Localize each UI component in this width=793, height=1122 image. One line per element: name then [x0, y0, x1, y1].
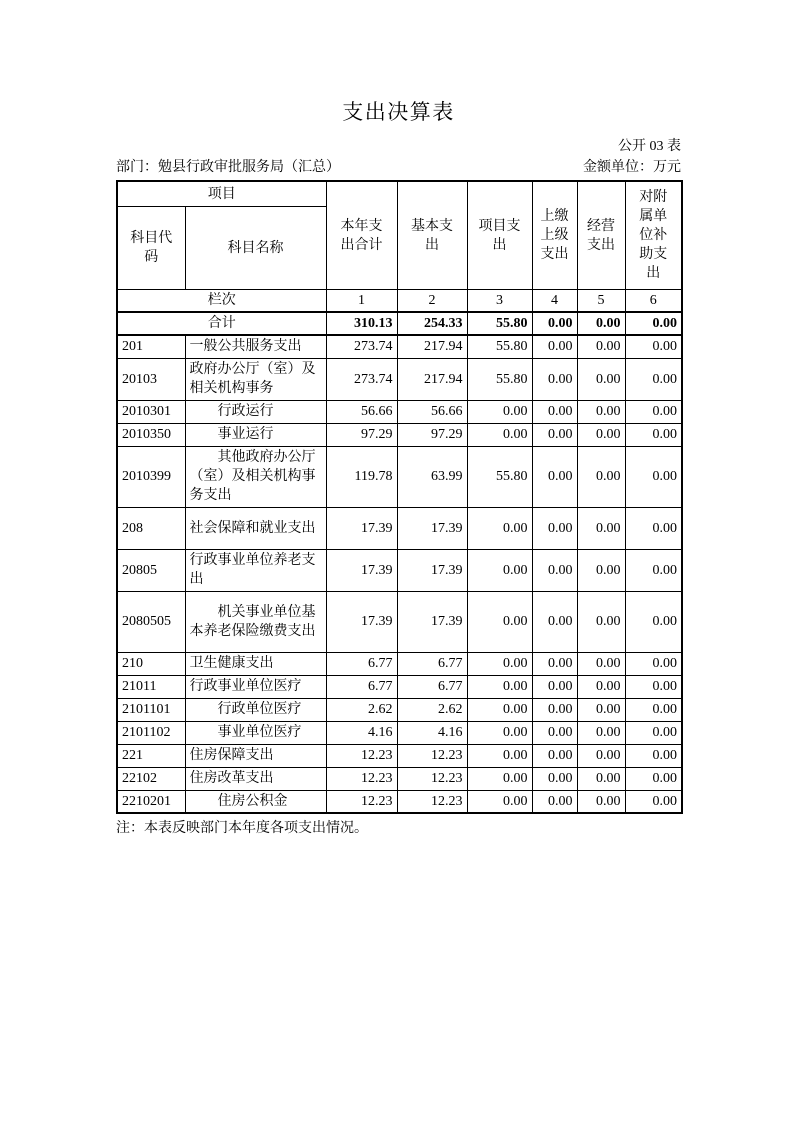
- subject-name-header-cell: 科目名称: [185, 207, 326, 290]
- subject-name-cell: 行政事业单位养老支出: [185, 549, 326, 591]
- value-cell: 6.77: [397, 652, 467, 675]
- subject-code-cell: 2101101: [117, 698, 185, 721]
- total-row: [117, 312, 682, 335]
- value-cell: 97.29: [397, 423, 467, 446]
- lanci-label-cell: 栏次: [117, 290, 326, 313]
- subject-code-cell: 201: [117, 335, 185, 358]
- value-cell: 17.39: [397, 549, 467, 591]
- value-cell: 0.00: [467, 698, 532, 721]
- value-cell: 0.00: [625, 652, 682, 675]
- value-column-header-label: 项目支出: [478, 218, 521, 253]
- value-cell: 0.00: [577, 335, 625, 358]
- value-cell: 0.00: [577, 767, 625, 790]
- value-cell: 0.00: [532, 721, 577, 744]
- value-cell: 273.74: [326, 335, 397, 358]
- value-cell: 0.00: [625, 335, 682, 358]
- value-cell: 0.00: [625, 721, 682, 744]
- value-column-header-label: 上缴上级支出: [540, 209, 569, 262]
- value-cell: 0.00: [532, 744, 577, 767]
- total-value-cell: 310.13: [326, 312, 397, 335]
- value-column-header-label: 本年支出合计: [340, 218, 383, 253]
- subject-code-cell: 21011: [117, 675, 185, 698]
- value-cell: 0.00: [532, 591, 577, 652]
- value-cell: 0.00: [577, 591, 625, 652]
- project-header-cell: 项目: [117, 181, 326, 207]
- subject-code-header-cell: 科目代码: [117, 207, 185, 290]
- subject-code-cell: 210: [117, 652, 185, 675]
- value-cell: 0.00: [625, 744, 682, 767]
- value-cell: 0.00: [532, 652, 577, 675]
- subject-name-cell: 一般公共服务支出: [185, 335, 326, 358]
- subject-name-cell: 住房改革支出: [185, 767, 326, 790]
- value-cell: 0.00: [577, 652, 625, 675]
- column-index-row: [117, 290, 682, 313]
- value-cell: 17.39: [397, 507, 467, 549]
- page-title: 支出决算表: [342, 100, 455, 124]
- value-cell: 2.62: [326, 698, 397, 721]
- table-row: [117, 446, 682, 507]
- column-number-cell: 4: [532, 290, 577, 313]
- value-cell: 12.23: [326, 767, 397, 790]
- value-cell: 17.39: [326, 591, 397, 652]
- value-cell: 56.66: [397, 400, 467, 423]
- value-cell: 12.23: [397, 744, 467, 767]
- column-number-cell: 1: [326, 290, 397, 313]
- value-cell: 0.00: [577, 400, 625, 423]
- subject-name-cell: 住房保障支出: [185, 744, 326, 767]
- value-cell: 6.77: [326, 675, 397, 698]
- value-cell: 0.00: [577, 698, 625, 721]
- table-row: [117, 675, 682, 698]
- meta-row: [116, 158, 681, 177]
- total-value-cell: 0.00: [625, 312, 682, 335]
- value-cell: 0.00: [625, 423, 682, 446]
- value-cell: 12.23: [326, 790, 397, 813]
- subject-name-cell: 机关事业单位基本养老保险缴费支出: [185, 591, 326, 652]
- value-cell: 0.00: [577, 675, 625, 698]
- table-row: [117, 721, 682, 744]
- subject-name-cell: 住房公积金: [185, 790, 326, 813]
- value-column-header-label: 对附属单位补助支出: [639, 190, 668, 281]
- value-column-header-label: 基本支出: [411, 218, 453, 253]
- subject-code-cell: 221: [117, 744, 185, 767]
- value-column-header-cell: [326, 181, 397, 290]
- table-row: [117, 591, 682, 652]
- value-cell: 55.80: [467, 446, 532, 507]
- value-cell: 0.00: [467, 400, 532, 423]
- value-cell: 17.39: [326, 507, 397, 549]
- subject-code-cell: 2010301: [117, 400, 185, 423]
- value-cell: 63.99: [397, 446, 467, 507]
- value-cell: 0.00: [625, 358, 682, 400]
- value-cell: 0.00: [625, 698, 682, 721]
- value-cell: 0.00: [532, 400, 577, 423]
- value-cell: 0.00: [532, 446, 577, 507]
- value-column-header-label: 经营支出: [587, 218, 615, 253]
- subject-code-cell: 2210201: [117, 790, 185, 813]
- subject-name-cell: 社会保障和就业支出: [185, 507, 326, 549]
- subject-code-cell: 20103: [117, 358, 185, 400]
- value-column-header-cell: [577, 181, 625, 290]
- value-cell: 17.39: [326, 549, 397, 591]
- value-cell: 0.00: [467, 423, 532, 446]
- table-row: [117, 652, 682, 675]
- subject-code-cell: 208: [117, 507, 185, 549]
- header-row-project: [117, 181, 682, 207]
- table-row: [117, 507, 682, 549]
- subject-name-cell: 政府办公厅（室）及相关机构事务: [185, 358, 326, 400]
- table-row: [117, 400, 682, 423]
- value-cell: 55.80: [467, 358, 532, 400]
- subject-code-cell: 20805: [117, 549, 185, 591]
- column-number-cell: 6: [625, 290, 682, 313]
- value-cell: 0.00: [467, 744, 532, 767]
- subject-name-cell: 事业单位医疗: [185, 721, 326, 744]
- value-cell: 0.00: [532, 358, 577, 400]
- value-cell: 0.00: [577, 721, 625, 744]
- value-cell: 97.29: [326, 423, 397, 446]
- subject-name-cell: 事业运行: [185, 423, 326, 446]
- amount-unit-label: 金额单位：万元: [583, 160, 681, 175]
- value-cell: 0.00: [467, 652, 532, 675]
- value-column-header-cell: [532, 181, 577, 290]
- value-cell: 0.00: [625, 549, 682, 591]
- value-column-header-cell: [397, 181, 467, 290]
- value-cell: 56.66: [326, 400, 397, 423]
- column-number-cell: 5: [577, 290, 625, 313]
- subject-name-cell: 行政单位医疗: [185, 698, 326, 721]
- value-cell: 0.00: [532, 549, 577, 591]
- table-row: [117, 335, 682, 358]
- value-cell: 0.00: [532, 675, 577, 698]
- value-cell: 0.00: [532, 767, 577, 790]
- value-cell: 4.16: [326, 721, 397, 744]
- value-cell: 0.00: [577, 423, 625, 446]
- value-cell: 0.00: [532, 423, 577, 446]
- subject-name-cell: 卫生健康支出: [185, 652, 326, 675]
- footnote: 注：本表反映部门本年度各项支出情况。: [116, 821, 368, 836]
- value-cell: 6.77: [326, 652, 397, 675]
- value-cell: 0.00: [467, 767, 532, 790]
- value-cell: 12.23: [326, 744, 397, 767]
- value-cell: 12.23: [397, 790, 467, 813]
- total-value-cell: 55.80: [467, 312, 532, 335]
- value-cell: 0.00: [467, 507, 532, 549]
- subject-name-cell: 其他政府办公厅（室）及相关机构事务支出: [185, 446, 326, 507]
- value-cell: 273.74: [326, 358, 397, 400]
- subject-code-cell: 2080505: [117, 591, 185, 652]
- expenditure-table: [116, 180, 683, 814]
- value-column-header-cell: [467, 181, 532, 290]
- value-cell: 0.00: [625, 400, 682, 423]
- value-cell: 4.16: [397, 721, 467, 744]
- value-cell: 0.00: [577, 358, 625, 400]
- table-row: [117, 423, 682, 446]
- value-cell: 0.00: [625, 591, 682, 652]
- value-cell: 0.00: [625, 790, 682, 813]
- value-cell: 0.00: [625, 675, 682, 698]
- table-row: [117, 698, 682, 721]
- value-cell: 0.00: [625, 507, 682, 549]
- value-cell: 119.78: [326, 446, 397, 507]
- table-row: [117, 767, 682, 790]
- total-label-cell: 合计: [117, 312, 326, 335]
- table-code-label: 公开 03 表: [618, 139, 681, 154]
- total-value-cell: 0.00: [577, 312, 625, 335]
- value-cell: 0.00: [532, 790, 577, 813]
- department-label: 部门：勉县行政审批服务局（汇总）: [116, 160, 340, 175]
- value-cell: 2.62: [397, 698, 467, 721]
- value-cell: 55.80: [467, 335, 532, 358]
- table-row: [117, 790, 682, 813]
- value-cell: 0.00: [577, 549, 625, 591]
- value-cell: 0.00: [625, 767, 682, 790]
- column-number-cell: 3: [467, 290, 532, 313]
- value-cell: 217.94: [397, 358, 467, 400]
- subject-code-cell: 2010350: [117, 423, 185, 446]
- value-cell: 0.00: [577, 507, 625, 549]
- value-cell: 0.00: [577, 446, 625, 507]
- value-cell: 0.00: [532, 698, 577, 721]
- value-cell: 217.94: [397, 335, 467, 358]
- value-cell: 0.00: [532, 335, 577, 358]
- value-cell: 0.00: [467, 549, 532, 591]
- value-cell: 0.00: [467, 675, 532, 698]
- subject-name-cell: 行政事业单位医疗: [185, 675, 326, 698]
- value-cell: 17.39: [397, 591, 467, 652]
- table-row: [117, 744, 682, 767]
- subject-code-cell: 2010399: [117, 446, 185, 507]
- subject-code-cell: 2101102: [117, 721, 185, 744]
- table-row: [117, 358, 682, 400]
- subject-name-cell: 行政运行: [185, 400, 326, 423]
- value-cell: 0.00: [577, 744, 625, 767]
- value-cell: 0.00: [467, 591, 532, 652]
- subject-code-cell: 22102: [117, 767, 185, 790]
- total-value-cell: 0.00: [532, 312, 577, 335]
- value-cell: 6.77: [397, 675, 467, 698]
- value-column-header-cell: [625, 181, 682, 290]
- total-value-cell: 254.33: [397, 312, 467, 335]
- value-cell: 12.23: [397, 767, 467, 790]
- value-cell: 0.00: [625, 446, 682, 507]
- column-number-cell: 2: [397, 290, 467, 313]
- value-cell: 0.00: [467, 790, 532, 813]
- value-cell: 0.00: [467, 721, 532, 744]
- value-cell: 0.00: [532, 507, 577, 549]
- value-cell: 0.00: [577, 790, 625, 813]
- table-row: [117, 549, 682, 591]
